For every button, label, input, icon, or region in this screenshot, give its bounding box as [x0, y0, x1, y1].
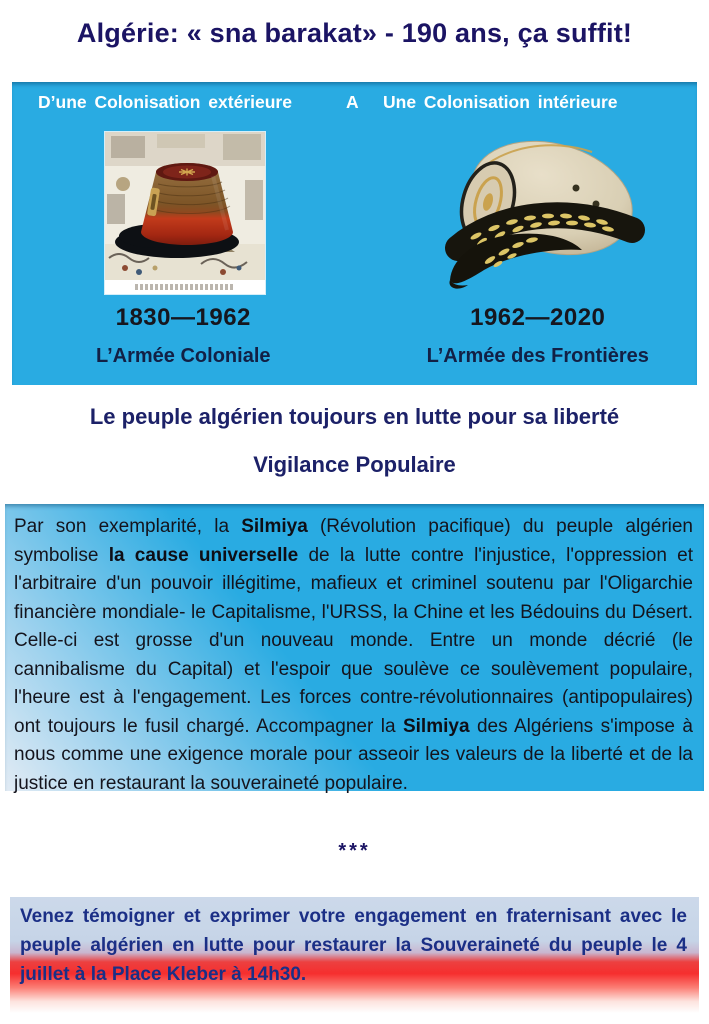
- hero-panel: [12, 82, 697, 385]
- hero-connector: A: [346, 92, 359, 112]
- officers-cap-illustration: [442, 130, 652, 302]
- officers-cap-image: [442, 130, 652, 302]
- right-period: 1962—2020: [470, 304, 606, 331]
- army-labels-row: [12, 345, 697, 368]
- colonial-kepi-photo: [105, 132, 265, 294]
- hero-left-heading: D’une Colonisation extérieure: [38, 92, 292, 112]
- footer-banner: [10, 897, 699, 1013]
- page-title: Algérie: « sna barakat» - 190 ans, ça suffit!: [76, 18, 633, 48]
- periods-row: [12, 304, 697, 332]
- footer-text: Venez témoigner et exprimer votre engagement en fraternisant avec le peuple algérien en lutte pour restaurer la Souveraineté du peuple le 4 juillet à la Place Kleber à 14h30.: [20, 906, 687, 985]
- right-army-label: L’Armée des Frontières: [426, 345, 649, 367]
- photo-caption-illegible: [135, 284, 235, 290]
- left-period: 1830—1962: [115, 304, 251, 331]
- separator-stars: ***: [338, 840, 371, 862]
- colonial-kepi-illustration: [105, 132, 265, 280]
- main-paragraph: Par son exemplarité, la Silmiya (Révolution pacifique) du peuple algérien symbolise la cause universelle de la lutte contre l'injustice, l'oppression et l'arbitraire d'un pouvoir illégitime, mafieux et criminel soutenu par l'Oligarchie financière mondiale- le Capitalisme, l'URSS, la Chine et les Bédouins du Désert. Celle-ci est grosse d'un nouveau monde. Entre un monde décrié (le cannibalisme du Capital) et l'espoir que soulève ce soulèvement populaire, l'heure est à l'engagement. Les forces contre-révolutionnaires (antipopulaires) ont toujours le fusil chargé. Accompagner la Silmiya des Algériens s'impose à nous comme une exigence morale pour asseoir les valeurs de la liberté et de la justice en restaurant la souveraineté populaire.: [5, 504, 704, 791]
- heading-vigilance-populaire: Vigilance Populaire: [253, 452, 456, 477]
- hero-right-heading: Une Colonisation intérieure: [383, 92, 618, 112]
- left-army-label: L’Armée Coloniale: [96, 345, 271, 367]
- heading-people-struggle: Le peuple algérien toujours en lutte pour sa liberté: [89, 404, 620, 429]
